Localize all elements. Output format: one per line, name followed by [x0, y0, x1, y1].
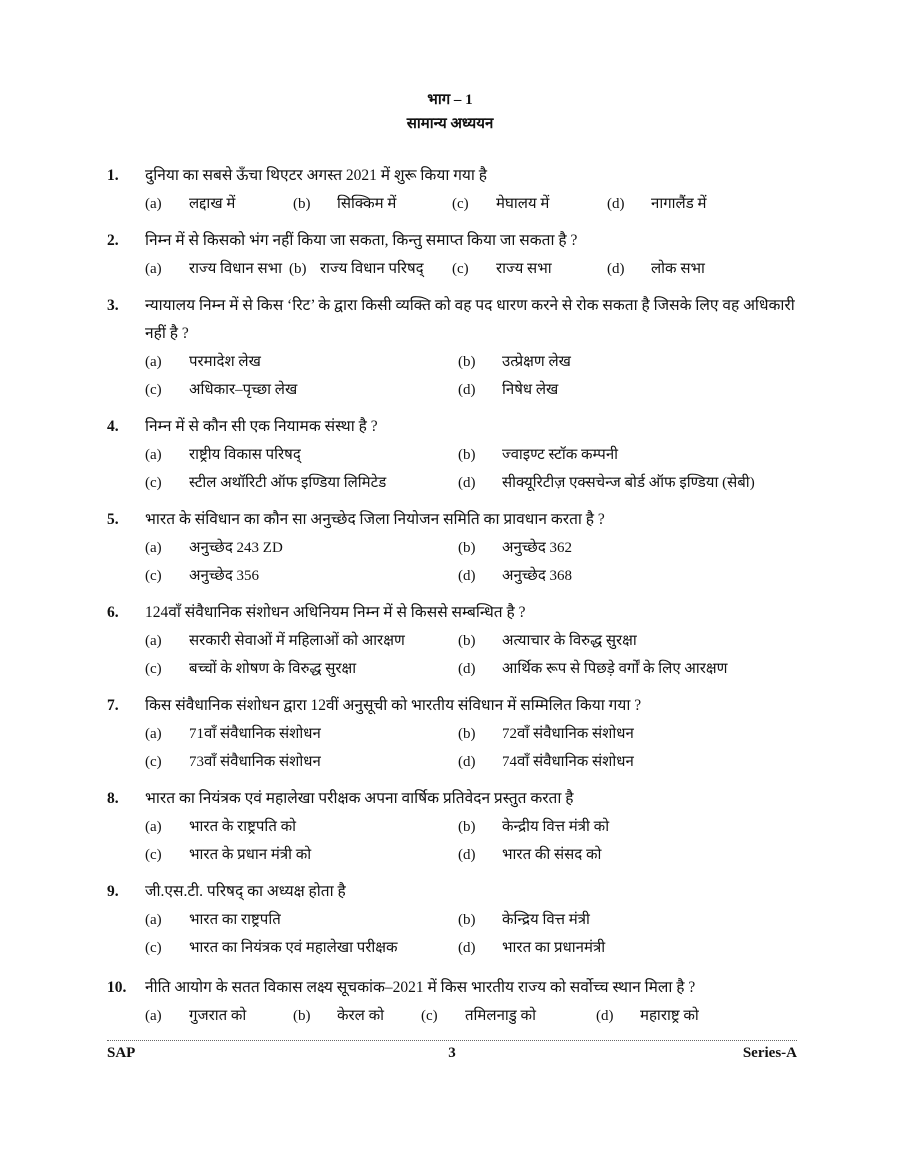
option-d [607, 255, 807, 283]
option-c [145, 376, 458, 404]
option-text: अनुच्छेद 243 ZD [189, 540, 283, 556]
option-letter: (b) [458, 447, 476, 463]
option-letter: (c) [452, 196, 469, 212]
option-text: राज्य विधान परिषद् [320, 261, 424, 277]
option-letter: (c) [452, 261, 469, 277]
option-d [458, 562, 798, 590]
question-8 [107, 785, 807, 869]
question-text: 124वाँ संवैधानिक संशोधन अधिनियम निम्न में से किससे सम्बन्धित है ? [145, 604, 526, 621]
option-d [458, 748, 798, 776]
question-1 [107, 162, 807, 218]
option-letter: (c) [421, 1008, 438, 1024]
option-text: निषेध लेख [502, 382, 559, 398]
option-letter: (d) [458, 940, 476, 956]
question-4 [107, 413, 807, 497]
option-a [145, 1002, 293, 1030]
option-text: अनुच्छेद 368 [502, 568, 573, 584]
option-text: भारत की संसद को [502, 847, 602, 863]
option-text: भारत के प्रधान मंत्री को [189, 847, 312, 863]
option-b [458, 906, 798, 934]
option-letter: (b) [458, 819, 476, 835]
option-a [145, 441, 458, 469]
option-c [145, 562, 458, 590]
question-text: न्यायालय निम्न में से किस ‘रिट’ के द्वारा किसी व्यक्ति को वह पद धारण करने से रोक सकता है जिसके लिए वह अधिकारी नहीं है ? [145, 297, 795, 342]
option-text: राष्ट्रीय विकास परिषद् [189, 447, 301, 463]
page-number: 3 [448, 1045, 456, 1061]
footer-code: SAP [107, 1045, 136, 1061]
option-letter: (a) [145, 354, 162, 370]
option-b [293, 190, 452, 218]
option-text: भारत का प्रधानमंत्री [502, 940, 606, 956]
option-letter: (d) [458, 847, 476, 863]
option-letter: (d) [596, 1008, 614, 1024]
question-10 [107, 974, 807, 1030]
option-text: 71वाँ संवैधानिक संशोधन [189, 726, 321, 742]
option-text: लद्दाख में [189, 196, 236, 212]
option-text: नागालैंड में [651, 196, 707, 212]
option-d [458, 841, 798, 869]
option-letter: (b) [458, 354, 476, 370]
option-letter: (c) [145, 940, 162, 956]
question-number: 6. [107, 604, 119, 621]
option-d [458, 376, 798, 404]
option-a [145, 813, 458, 841]
footer-divider [107, 1040, 797, 1041]
question-number: 2. [107, 232, 119, 249]
question-6 [107, 599, 807, 683]
option-text: राज्य सभा [496, 261, 552, 277]
option-text: भारत का राष्ट्रपति [189, 912, 281, 928]
question-number: 3. [107, 297, 119, 314]
option-letter: (a) [145, 912, 162, 928]
option-text: 73वाँ संवैधानिक संशोधन [189, 754, 321, 770]
question-3 [107, 292, 807, 404]
option-letter: (b) [458, 912, 476, 928]
option-text: तमिलनाडु को [465, 1008, 536, 1024]
option-c [145, 655, 458, 683]
option-a [145, 190, 293, 218]
option-b [458, 441, 798, 469]
option-a [145, 627, 458, 655]
section-title: सामान्य अध्ययन [406, 116, 494, 132]
question-number: 8. [107, 790, 119, 807]
option-text: भारत के राष्ट्रपति को [189, 819, 297, 835]
option-letter: (d) [607, 261, 625, 277]
option-text: ज्वाइण्ट स्टॉक कम्पनी [502, 447, 619, 463]
option-letter: (b) [458, 540, 476, 556]
option-letter: (c) [145, 382, 162, 398]
option-c [421, 1002, 596, 1030]
option-letter: (d) [458, 382, 476, 398]
option-c [452, 255, 607, 283]
option-letter: (a) [145, 261, 162, 277]
option-letter: (c) [145, 847, 162, 863]
option-letter: (b) [293, 196, 311, 212]
option-d [596, 1002, 796, 1030]
option-c [145, 748, 458, 776]
option-text: अनुच्छेद 362 [502, 540, 573, 556]
option-text: अधिकार–पृच्छा लेख [189, 382, 298, 398]
option-d [458, 469, 798, 497]
question-text: दुनिया का सबसे ऊँचा थिएटर अगस्त 2021 में शुरू किया गया है [145, 167, 488, 184]
option-text: मेघालय में [496, 196, 550, 212]
option-b [458, 720, 798, 748]
option-text: अत्याचार के विरुद्ध सुरक्षा [502, 633, 637, 649]
option-letter: (d) [607, 196, 625, 212]
option-letter: (a) [145, 726, 162, 742]
option-text: केन्द्रिय वित्त मंत्री [502, 912, 590, 928]
option-b [458, 813, 798, 841]
option-a [145, 534, 458, 562]
question-number: 9. [107, 883, 119, 900]
option-text: सिक्किम में [337, 196, 397, 212]
option-letter: (c) [145, 754, 162, 770]
option-c [145, 469, 458, 497]
question-5 [107, 506, 807, 590]
question-text: जी.एस.टी. परिषद् का अध्यक्ष होता है [145, 883, 346, 900]
option-a [145, 255, 293, 283]
option-text: महाराष्ट्र को [640, 1008, 699, 1024]
question-text: निम्न में से कौन सी एक नियामक संस्था है ? [145, 418, 378, 435]
question-7 [107, 692, 807, 776]
option-letter: (a) [145, 819, 162, 835]
option-a [145, 720, 458, 748]
option-a [145, 906, 458, 934]
option-letter: (d) [458, 475, 476, 491]
option-letter: (d) [458, 568, 476, 584]
option-text: अनुच्छेद 356 [189, 568, 260, 584]
option-text: परमादेश लेख [189, 354, 261, 370]
option-b: (b) राज्य विधान परिषद् [293, 255, 452, 283]
option-text: 74वाँ संवैधानिक संशोधन [502, 754, 634, 770]
question-text: भारत के संविधान का कौन सा अनुच्छेद जिला नियोजन समिति का प्रावधान करता है ? [145, 511, 605, 528]
option-text: 72वाँ संवैधानिक संशोधन [502, 726, 634, 742]
option-text: बच्चों के शोषण के विरुद्ध सुरक्षा [189, 661, 357, 677]
option-c [145, 934, 458, 962]
option-text: केन्द्रीय वित्त मंत्री को [502, 819, 610, 835]
question-list [107, 160, 807, 1030]
option-d [458, 934, 798, 962]
option-c [452, 190, 607, 218]
question-text: भारत का नियंत्रक एवं महालेखा परीक्षक अपना वार्षिक प्रतिवेदन प्रस्तुत करता है [145, 790, 574, 807]
question-text: किस संवैधानिक संशोधन द्वारा 12वीं अनुसूची को भारतीय संविधान में सम्मिलित किया गया ? [145, 697, 642, 714]
option-text: केरल को [337, 1008, 384, 1024]
option-letter: (d) [458, 661, 476, 677]
option-letter: (d) [458, 754, 476, 770]
option-letter: (b) [293, 1008, 311, 1024]
option-letter: (b) [458, 726, 476, 742]
option-letter: (c) [145, 661, 162, 677]
page-header [0, 88, 900, 136]
question-number: 10. [107, 979, 127, 996]
option-text: सरकारी सेवाओं में महिलाओं को आरक्षण [189, 633, 405, 649]
option-letter: (a) [145, 447, 162, 463]
option-c [145, 841, 458, 869]
option-letter: (a) [145, 633, 162, 649]
option-d [458, 655, 798, 683]
question-text: निम्न में से किसको भंग नहीं किया जा सकता, किन्तु समाप्त किया जा सकता है ? [145, 232, 578, 249]
option-text: आर्थिक रूप से पिछड़े वर्गों के लिए आरक्षण [502, 661, 728, 677]
option-text: स्टील अथॉरिटी ऑफ इण्डिया लिमिटेड [189, 475, 387, 491]
question-2 [107, 227, 807, 283]
option-b [458, 534, 798, 562]
option-text: राज्य विधान सभा [189, 261, 283, 277]
option-letter: (b) [458, 633, 476, 649]
question-number: 7. [107, 697, 119, 714]
option-text: उत्प्रेक्षण लेख [502, 354, 571, 370]
option-letter: (a) [145, 540, 162, 556]
option-letter: (c) [145, 568, 162, 584]
question-9 [107, 878, 807, 962]
option-text: लोक सभा [651, 261, 705, 277]
option-text: भारत का नियंत्रक एवं महालेखा परीक्षक [189, 940, 398, 956]
option-letter: (a) [145, 196, 162, 212]
option-text: गुजरात को [189, 1008, 247, 1024]
option-letter: (a) [145, 1008, 162, 1024]
footer-series: Series-A [742, 1045, 797, 1061]
option-b [458, 627, 798, 655]
option-a [145, 348, 458, 376]
option-b [293, 1002, 421, 1030]
option-b [458, 348, 798, 376]
question-text: नीति आयोग के सतत विकास लक्ष्य सूचकांक–2021 में किस भारतीय राज्य को सर्वोच्च स्थान मिला है ? [145, 979, 696, 996]
question-number: 4. [107, 418, 119, 435]
question-number: 5. [107, 511, 119, 528]
option-letter: (c) [145, 475, 162, 491]
option-text: सीक्यूरिटीज़ एक्सचेन्ज बोर्ड ऑफ इण्डिया (सेबी) [502, 475, 755, 491]
part-title: भाग – 1 [427, 92, 473, 108]
question-number: 1. [107, 167, 119, 184]
option-d [607, 190, 807, 218]
